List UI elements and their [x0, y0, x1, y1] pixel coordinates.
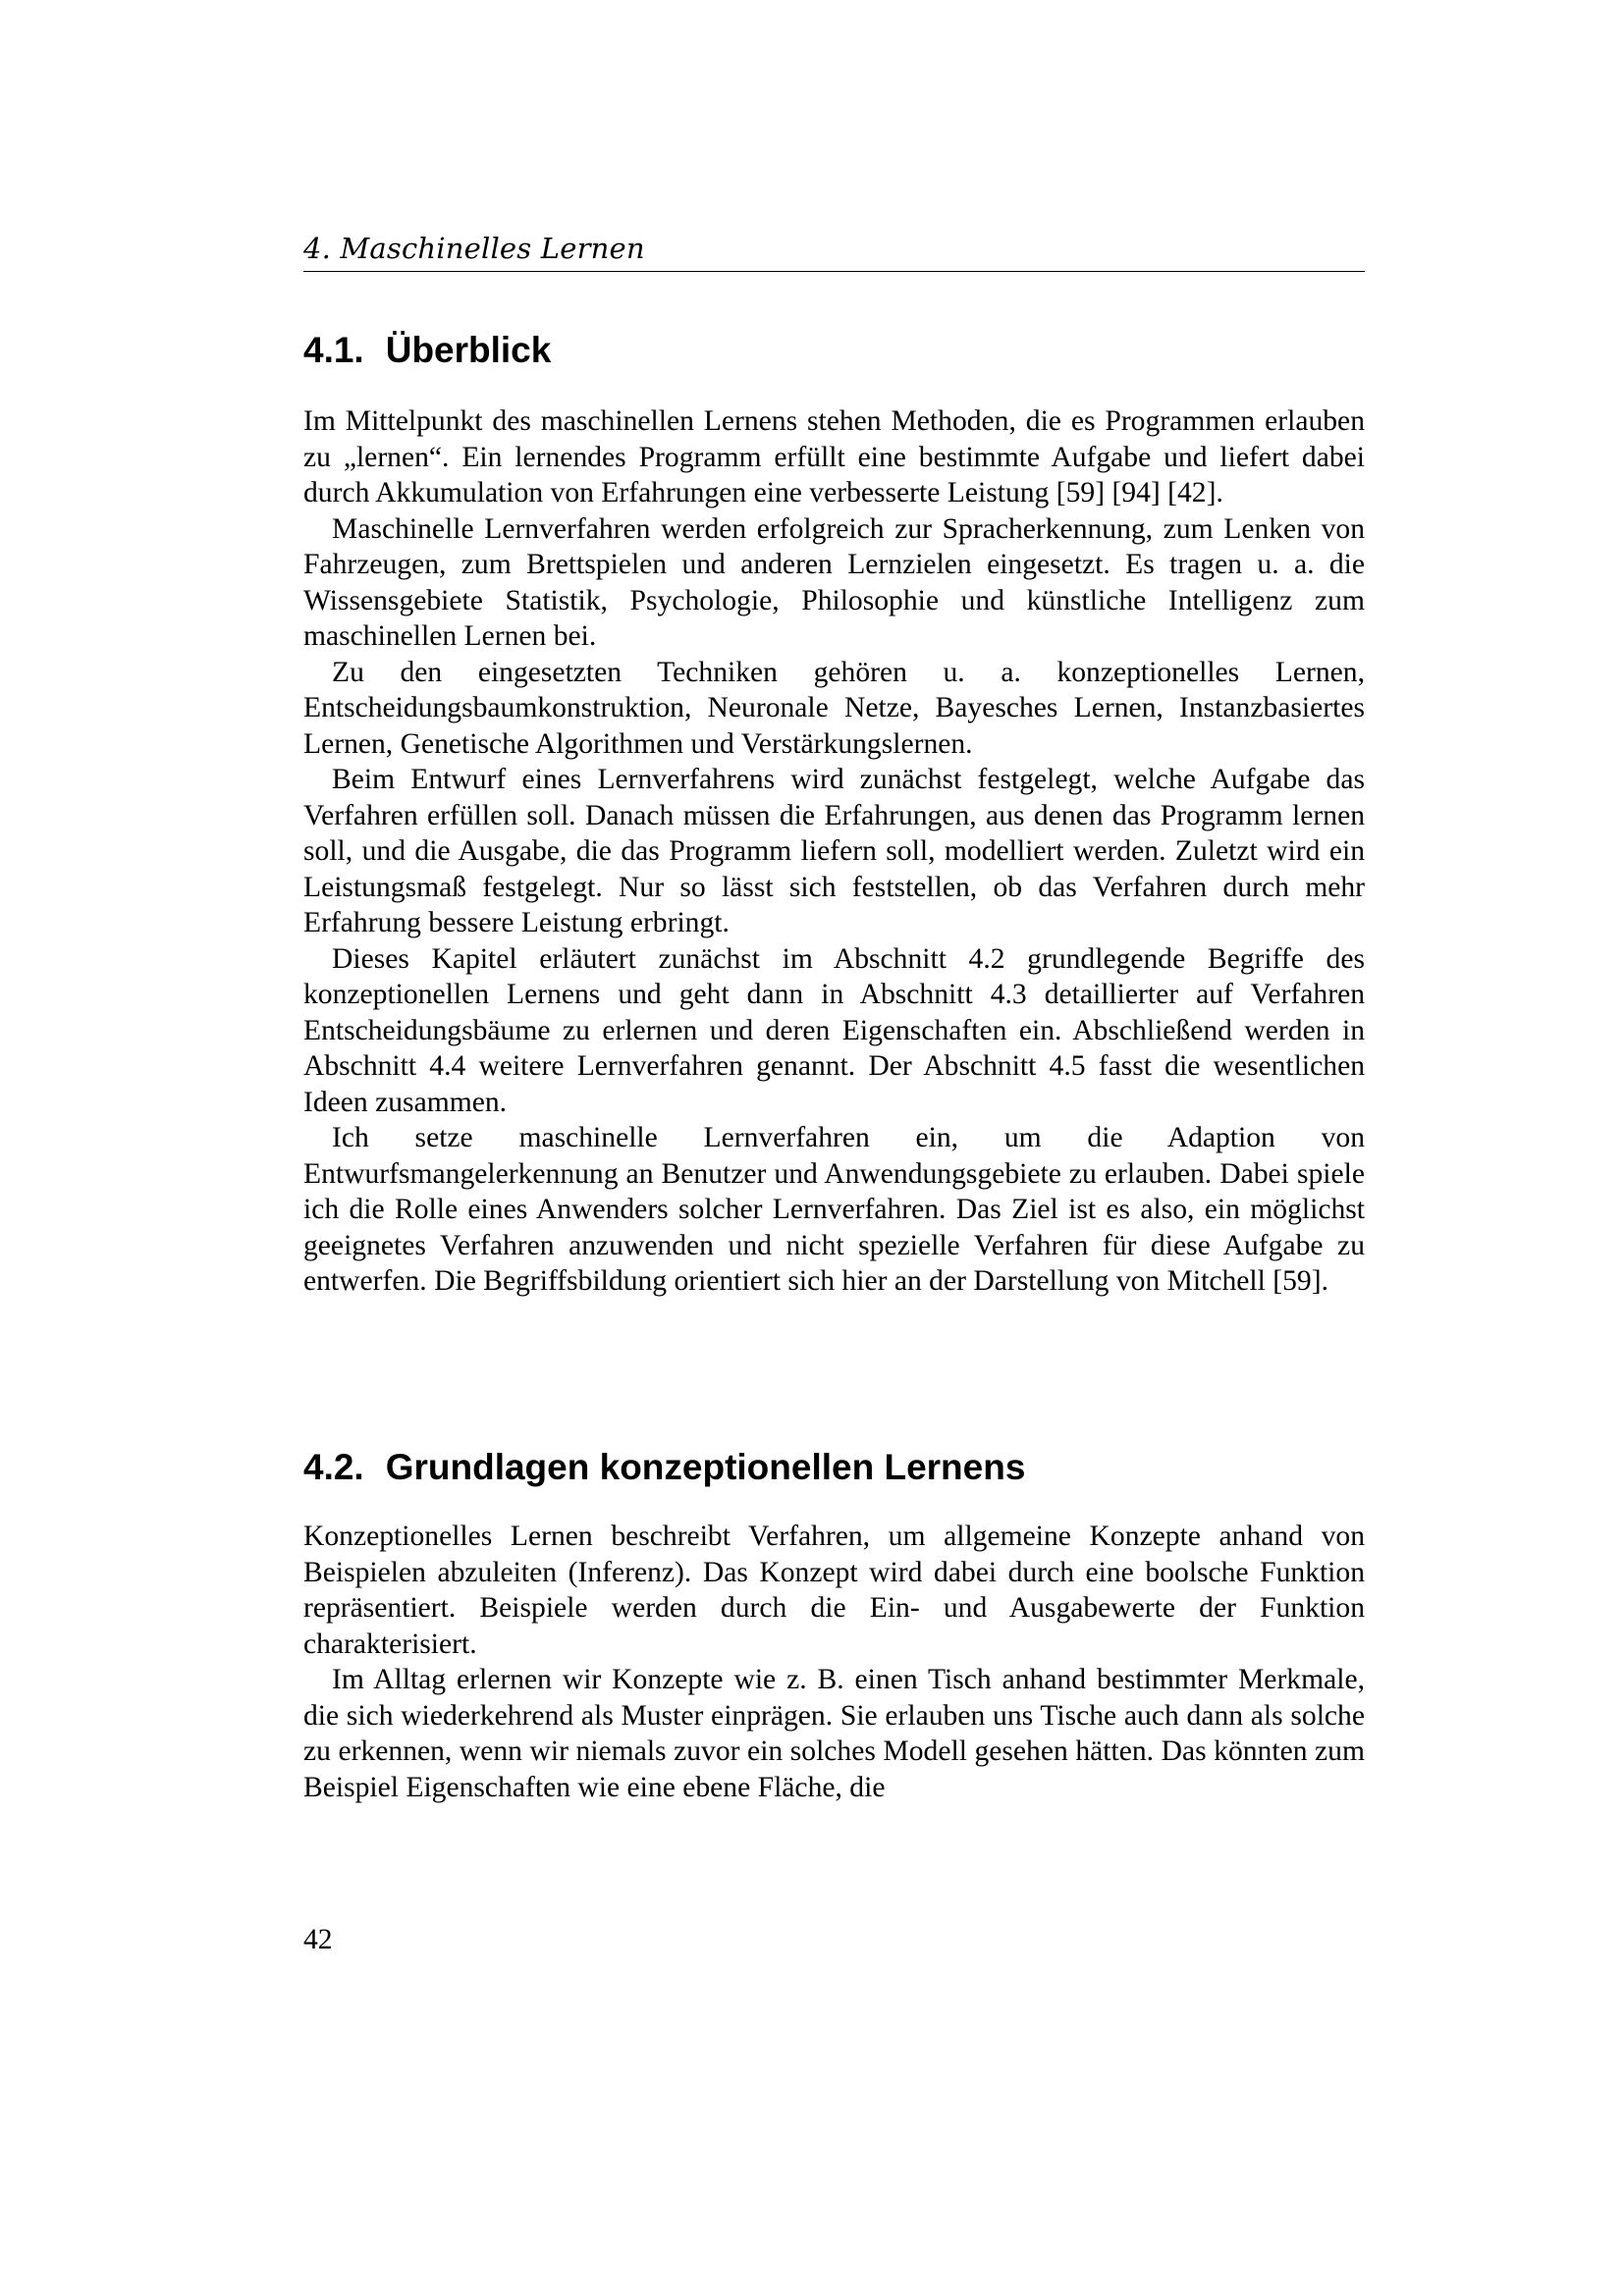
section-title: Grundlagen konzeptionellen Lernens — [385, 1447, 1026, 1487]
paragraph: Im Alltag erlernen wir Konzepte wie z. B. einen Tisch anhand bestimmter Merkmale, die sich wiederkehrend als Muster einprägen. Sie erlauben uns Tische auch dann als solche zu erkennen, wenn wir niemals zuvor ein solches Modell gesehen hätten. Das könnten zum Beispiel Eigenschaften wie eine ebene Fläche, die — [303, 1664, 1365, 1803]
section-number: 4.2. — [303, 1447, 364, 1487]
section-title: Überblick — [385, 330, 552, 370]
paragraph: Im Mittelpunkt des maschinellen Lernens stehen Methoden, die es Programmen erlauben zu „lernen“. Ein lernendes Programm erfüllt eine bestimmte Aufgabe und liefert dabei durch Akkumulation von Erfahrungen eine verbesserte Leistung [59] [94] [42]. — [303, 405, 1365, 508]
paragraph: Zu den eingesetzten Techniken gehören u. a. konzeptionelles Lernen, Entscheidungsbaumkonstruktion, Neuronale Netze, Bayesches Lernen, Instanzbasiertes Lernen, Genetische Algorithmen und Verstärkungslernen. — [303, 656, 1365, 760]
paragraph: Konzeptionelles Lernen beschreibt Verfahren, um allgemeine Konzepte anhand von Beispielen abzuleiten (Inferenz). Das Konzept wird dabei durch eine boolsche Funktion repräsentiert. Beispiele werden durch die Ein- und Ausgabewerte der Funktion charakterisiert. — [303, 1521, 1365, 1660]
paragraph: Maschinelle Lernverfahren werden erfolgreich zur Spracherkennung, zum Lenken von Fahrzeugen, zum Brettspielen und anderen Lernzielen eingesetzt. Es tragen u. a. die Wissensgebiete Statistik, Psychologie, Philosophie und künstliche Intelligenz zum maschinellen Lernen bei. — [303, 512, 1365, 652]
page-number: 42 — [303, 1924, 333, 1955]
paragraph: Ich setze maschinelle Lernverfahren ein, um die Adaption von Entwurfsmangelerkennung an Benutzer und Anwendungsgebiete zu erlauben. Dabei spiele ich die Rolle eines Anwenders solcher Lernverfahren. Das Ziel ist es also, ein möglichst geeignetes Verfahren anzuwenden und nicht spezielle Verfahren für diese Aufgabe zu entwerfen. Die Begriffsbildung orientiert sich hier an der Darstellung von Mitchell [59]. — [303, 1122, 1365, 1297]
paragraph: Dieses Kapitel erläutert zunächst im Abschnitt 4.2 grundlegende Begriffe des konzeptionellen Lernens und geht dann in Abschnitt 4.3 detaillierter auf Verfahren Entscheidungsbäume zu erlernen und deren Eigenschaften ein. Abschließend werden in Abschnitt 4.4 weitere Lernverfahren genannt. Der Abschnitt 4.5 fasst die wesentlichen Ideen zusammen. — [303, 942, 1365, 1118]
paragraph: Beim Entwurf eines Lernverfahrens wird zunächst festgelegt, welche Aufgabe das Verfahren erfüllen soll. Danach müssen die Erfahrungen, aus denen das Programm lernen soll, und die Ausgabe, die das Programm liefern soll, modelliert werden. Zuletzt wird ein Leistungsmaß festgelegt. Nur so lässt sich feststellen, ob das Verfahren durch mehr Erfahrung bessere Leistung erbringt. — [303, 764, 1365, 938]
section-heading-overview — [303, 329, 551, 372]
section-heading-concept-learning — [303, 1446, 1025, 1489]
section-number: 4.1. — [303, 330, 364, 370]
header-rule — [303, 271, 1365, 272]
page — [303, 0, 1365, 2296]
running-head: 4. Maschinelles Lernen — [303, 232, 645, 265]
section-body-overview — [303, 403, 1365, 1300]
section-body-concept-learning — [303, 1519, 1365, 1805]
